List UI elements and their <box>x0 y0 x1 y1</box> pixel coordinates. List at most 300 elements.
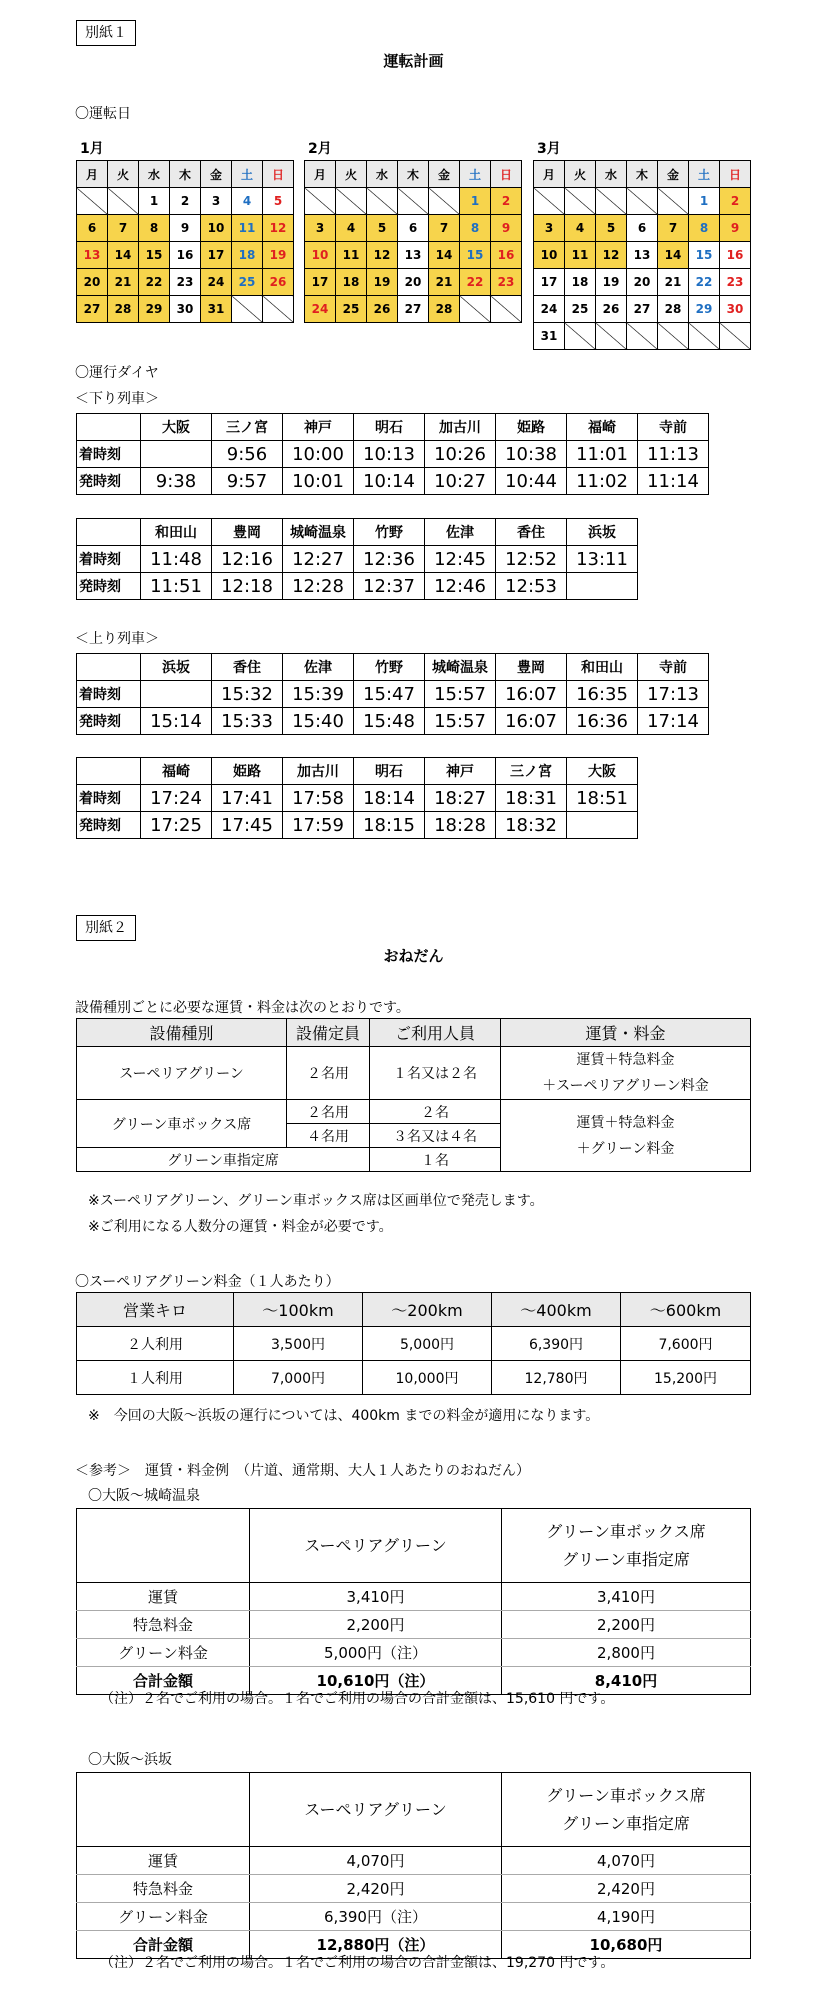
weekday-header: 日 <box>491 161 522 188</box>
calendar-day: 5 <box>367 215 398 242</box>
calendar-day: 28 <box>429 296 460 323</box>
station-name: 豊岡 <box>212 519 283 546</box>
calendar-empty-cell <box>398 188 429 215</box>
calendar-day: 9 <box>170 215 201 242</box>
weekday-header: 土 <box>689 161 720 188</box>
departure-time: 10:01 <box>283 468 354 495</box>
arrival-time: 12:27 <box>283 546 354 573</box>
calendar-january <box>76 160 294 323</box>
departure-time: 17:59 <box>283 812 354 839</box>
arrival-time: 12:45 <box>425 546 496 573</box>
arrival-time: 11:48 <box>141 546 212 573</box>
calendar-day: 29 <box>139 296 170 323</box>
calendar-day: 10 <box>201 215 232 242</box>
page-title: 運転計画 <box>383 52 444 70</box>
calendar-day: 14 <box>429 242 460 269</box>
weekday-header: 木 <box>627 161 658 188</box>
green-box-amount: 3,410円 <box>502 1583 751 1611</box>
calendar-day: 27 <box>627 296 658 323</box>
arrival-time: 11:01 <box>567 441 638 468</box>
calendar-day: 5 <box>263 188 294 215</box>
fare-note-2: ※ご利用になる人数分の運賃・料金が必要です。 <box>88 1219 393 1235</box>
arrival-time: 18:31 <box>496 785 567 812</box>
up-train-heading: ＜上り列車＞ <box>75 631 159 647</box>
calendar-day: 23 <box>170 269 201 296</box>
calendar-empty-cell <box>336 188 367 215</box>
departure-time: 12:37 <box>354 573 425 600</box>
capacity: ２名用 <box>287 1047 370 1100</box>
down-train-heading: ＜下り列車＞ <box>75 391 159 407</box>
departure-time: 15:14 <box>141 708 212 735</box>
departure-time: 17:25 <box>141 812 212 839</box>
column-green-box <box>502 1509 751 1583</box>
calendar-empty-cell <box>565 188 596 215</box>
calendar-day: 23 <box>720 269 751 296</box>
distance-header: ～400km <box>492 1293 621 1327</box>
calendar-day: 13 <box>627 242 658 269</box>
departure-time: 10:44 <box>496 468 567 495</box>
calendar-day: 25 <box>336 296 367 323</box>
station-name: 大阪 <box>141 414 212 441</box>
passengers: １名又は２名 <box>370 1047 501 1100</box>
fare-cell: 10,000円 <box>363 1361 492 1395</box>
arrival-time: 12:52 <box>496 546 567 573</box>
calendar-day: 13 <box>77 242 108 269</box>
weekday-header: 木 <box>398 161 429 188</box>
calendar-day: 3 <box>305 215 336 242</box>
fare-cell: 6,390円 <box>492 1327 621 1361</box>
fare-item-label: 特急料金 <box>77 1875 250 1903</box>
station-name: 姫路 <box>212 758 283 785</box>
calendar-day: 17 <box>534 269 565 296</box>
superior-green-amount: 10,610円（注） <box>250 1667 502 1695</box>
calendar-day: 31 <box>201 296 232 323</box>
calendar-day: 15 <box>139 242 170 269</box>
example-2-heading: 〇大阪～浜坂 <box>88 1752 172 1768</box>
station-name: 明石 <box>354 758 425 785</box>
station-name: 寺前 <box>638 414 709 441</box>
appendix-2-label: 別紙２ <box>76 915 136 941</box>
departure-time: 9:57 <box>212 468 283 495</box>
departure-time: 16:07 <box>496 708 567 735</box>
station-name: 佐津 <box>283 654 354 681</box>
fare-line: ＋スーペリアグリーン料金 <box>542 1078 709 1094</box>
superior-green-amount: 2,200円 <box>250 1611 502 1639</box>
column-label-line: グリーン車ボックス席 <box>546 1785 706 1805</box>
calendar-day: 4 <box>336 215 367 242</box>
station-name: 竹野 <box>354 654 425 681</box>
fare-line: 運賃＋特急料金 <box>576 1114 675 1131</box>
departure-time <box>567 573 638 600</box>
calendar-day: 11 <box>565 242 596 269</box>
example-corner <box>77 1773 250 1847</box>
distance-header: ～600km <box>621 1293 751 1327</box>
calendar-day: 9 <box>491 215 522 242</box>
calendar-day: 19 <box>263 242 294 269</box>
weekday-header: 水 <box>596 161 627 188</box>
departure-time: 17:45 <box>212 812 283 839</box>
station-name: 和田山 <box>567 654 638 681</box>
arrival-time: 10:26 <box>425 441 496 468</box>
arrival-time: 9:56 <box>212 441 283 468</box>
arrival-time: 13:11 <box>567 546 638 573</box>
march-title: 3月 <box>537 141 561 157</box>
timetable-corner <box>77 758 141 785</box>
arrival-time <box>141 681 212 708</box>
calendar-day: 1 <box>139 188 170 215</box>
calendar-day: 22 <box>460 269 491 296</box>
calendar-day: 9 <box>720 215 751 242</box>
calendar-day: 21 <box>429 269 460 296</box>
weekday-header: 水 <box>367 161 398 188</box>
calendar-march <box>533 160 751 350</box>
station-name: 三ノ宮 <box>212 414 283 441</box>
departure-time: 15:57 <box>425 708 496 735</box>
superior-green-note: ※ 今回の大阪～浜坂の運行については、400km までの料金が適用になります。 <box>88 1408 600 1424</box>
column-green-box <box>502 1773 751 1847</box>
calendar-day: 14 <box>108 242 139 269</box>
calendar-empty-cell <box>77 188 108 215</box>
weekday-header: 金 <box>658 161 689 188</box>
station-name: 神戸 <box>425 758 496 785</box>
weekday-header: 金 <box>429 161 460 188</box>
station-name: 福崎 <box>567 414 638 441</box>
calendar-empty-cell <box>689 323 720 350</box>
calendar-day: 5 <box>596 215 627 242</box>
column-label-line: グリーン車ボックス席 <box>546 1521 706 1541</box>
january-title: 1月 <box>80 141 104 157</box>
calendar-day: 20 <box>77 269 108 296</box>
row-label: 着時刻 <box>77 785 141 812</box>
fare-cell: 3,500円 <box>234 1327 363 1361</box>
superior-green-amount: 12,880円（注） <box>250 1931 502 1959</box>
calendar-day: 10 <box>305 242 336 269</box>
departure-time: 15:48 <box>354 708 425 735</box>
distance-header: ～100km <box>234 1293 363 1327</box>
weekday-header: 日 <box>263 161 294 188</box>
calendar-empty-cell <box>596 188 627 215</box>
departure-time: 17:14 <box>638 708 709 735</box>
green-box-amount: 2,420円 <box>502 1875 751 1903</box>
calendar-day: 13 <box>398 242 429 269</box>
arrival-time: 17:24 <box>141 785 212 812</box>
station-name: 佐津 <box>425 519 496 546</box>
arrival-time: 18:51 <box>567 785 638 812</box>
arrival-time: 17:58 <box>283 785 354 812</box>
calendar-day: 25 <box>565 296 596 323</box>
fare-header: 運賃・料金 <box>501 1019 751 1047</box>
row-label: 発時刻 <box>77 708 141 735</box>
calendar-day: 2 <box>491 188 522 215</box>
timetable-corner <box>77 519 141 546</box>
station-name: 浜坂 <box>567 519 638 546</box>
calendar-day: 12 <box>367 242 398 269</box>
superior-green-heading: 〇スーペリアグリーン料金（１人あたり） <box>75 1274 340 1290</box>
calendar-day: 10 <box>534 242 565 269</box>
departure-time: 15:40 <box>283 708 354 735</box>
departure-time: 10:14 <box>354 468 425 495</box>
calendar-empty-cell <box>305 188 336 215</box>
station-name: 三ノ宮 <box>496 758 567 785</box>
calendar-day: 19 <box>596 269 627 296</box>
row-label: 発時刻 <box>77 812 141 839</box>
calendar-empty-cell <box>658 188 689 215</box>
timetable-corner <box>77 414 141 441</box>
operating-days-heading: 〇運転日 <box>75 106 131 122</box>
calendar-day: 7 <box>658 215 689 242</box>
calendar-day: 29 <box>689 296 720 323</box>
departure-time: 12:46 <box>425 573 496 600</box>
station-name: 竹野 <box>354 519 425 546</box>
arrival-time: 10:00 <box>283 441 354 468</box>
fare-item-label: 運賃 <box>77 1583 250 1611</box>
fare-composition <box>501 1047 751 1100</box>
passengers: １名 <box>370 1148 501 1172</box>
fare-header: ご利用人員 <box>370 1019 501 1047</box>
row-label: 着時刻 <box>77 546 141 573</box>
weekday-header: 火 <box>336 161 367 188</box>
green-box-amount: 10,680円 <box>502 1931 751 1959</box>
calendar-day: 7 <box>108 215 139 242</box>
calendar-day: 27 <box>77 296 108 323</box>
fare-example-osaka-kinosaki <box>76 1508 751 1695</box>
calendar-day: 22 <box>689 269 720 296</box>
station-name: 加古川 <box>283 758 354 785</box>
arrival-time: 12:36 <box>354 546 425 573</box>
arrival-time: 18:27 <box>425 785 496 812</box>
equipment-type: スーペリアグリーン <box>77 1047 287 1100</box>
fare-cell: 12,780円 <box>492 1361 621 1395</box>
column-superior-green: スーペリアグリーン <box>250 1509 502 1583</box>
fare-header: 設備定員 <box>287 1019 370 1047</box>
timetable-corner <box>77 654 141 681</box>
passengers: ２名 <box>370 1100 501 1124</box>
calendar-february <box>304 160 522 323</box>
calendar-day: 31 <box>534 323 565 350</box>
row-label: 発時刻 <box>77 468 141 495</box>
station-name: 大阪 <box>567 758 638 785</box>
station-name: 豊岡 <box>496 654 567 681</box>
calendar-day: 17 <box>305 269 336 296</box>
station-name: 香住 <box>212 654 283 681</box>
example-1-note: （注）２名でご利用の場合。１名でご利用の場合の合計金額は、15,610 円です。 <box>100 1691 615 1707</box>
weekday-header: 木 <box>170 161 201 188</box>
calendar-day: 11 <box>336 242 367 269</box>
column-label-line: グリーン車指定席 <box>562 1549 690 1569</box>
green-box-amount: 4,070円 <box>502 1847 751 1875</box>
fare-item-label: グリーン料金 <box>77 1639 250 1667</box>
arrival-time: 11:13 <box>638 441 709 468</box>
calendar-day: 8 <box>139 215 170 242</box>
calendar-day: 6 <box>77 215 108 242</box>
calendar-day: 21 <box>658 269 689 296</box>
arrival-time <box>141 441 212 468</box>
calendar-empty-cell <box>720 323 751 350</box>
calendar-day: 3 <box>534 215 565 242</box>
calendar-day: 22 <box>139 269 170 296</box>
weekday-header: 日 <box>720 161 751 188</box>
calendar-day: 4 <box>232 188 263 215</box>
station-name: 城崎温泉 <box>425 654 496 681</box>
calendar-day: 6 <box>627 215 658 242</box>
station-name: 和田山 <box>141 519 212 546</box>
station-name: 城崎温泉 <box>283 519 354 546</box>
departure-time: 12:28 <box>283 573 354 600</box>
arrival-time: 15:39 <box>283 681 354 708</box>
calendar-day: 15 <box>460 242 491 269</box>
departure-time: 15:33 <box>212 708 283 735</box>
calendar-day: 8 <box>689 215 720 242</box>
station-name: 浜坂 <box>141 654 212 681</box>
timetable-up-1 <box>76 653 709 735</box>
timetable-down-2 <box>76 518 638 600</box>
station-name: 寺前 <box>638 654 709 681</box>
calendar-day: 26 <box>263 269 294 296</box>
arrival-time: 16:35 <box>567 681 638 708</box>
reference-heading: ＜参考＞ 運賃・料金例 （片道、通常期、大人１人あたりのおねだん） <box>75 1463 530 1479</box>
arrival-time: 10:13 <box>354 441 425 468</box>
departure-time: 16:36 <box>567 708 638 735</box>
calendar-day: 24 <box>305 296 336 323</box>
february-title: 2月 <box>308 141 332 157</box>
calendar-day: 8 <box>460 215 491 242</box>
departure-time: 9:38 <box>141 468 212 495</box>
arrival-time: 17:41 <box>212 785 283 812</box>
station-name: 福崎 <box>141 758 212 785</box>
weekday-header: 土 <box>232 161 263 188</box>
departure-time: 11:51 <box>141 573 212 600</box>
calendar-empty-cell <box>658 323 689 350</box>
fare-cell: 5,000円 <box>363 1327 492 1361</box>
weekday-header: 月 <box>77 161 108 188</box>
calendar-day: 18 <box>336 269 367 296</box>
calendar-day: 4 <box>565 215 596 242</box>
departure-time <box>567 812 638 839</box>
calendar-day: 26 <box>367 296 398 323</box>
weekday-header: 月 <box>305 161 336 188</box>
weekday-header: 土 <box>460 161 491 188</box>
calendar-empty-cell <box>491 296 522 323</box>
calendar-empty-cell <box>232 296 263 323</box>
appendix-1-label: 別紙１ <box>76 20 136 46</box>
calendar-day: 12 <box>596 242 627 269</box>
fare-line: 運賃＋特急料金 <box>576 1052 675 1068</box>
calendar-day: 20 <box>398 269 429 296</box>
fare-item-label: 運賃 <box>77 1847 250 1875</box>
calendar-empty-cell <box>534 188 565 215</box>
superior-green-amount: 6,390円（注） <box>250 1903 502 1931</box>
fare-cell: 15,200円 <box>621 1361 751 1395</box>
departure-time: 12:53 <box>496 573 567 600</box>
arrival-time: 12:16 <box>212 546 283 573</box>
calendar-day: 7 <box>429 215 460 242</box>
arrival-time: 17:13 <box>638 681 709 708</box>
weekday-header: 金 <box>201 161 232 188</box>
departure-time: 18:28 <box>425 812 496 839</box>
fare-item-label: グリーン料金 <box>77 1903 250 1931</box>
arrival-time: 15:32 <box>212 681 283 708</box>
arrival-time: 18:14 <box>354 785 425 812</box>
calendar-day: 14 <box>658 242 689 269</box>
example-corner <box>77 1509 250 1583</box>
calendar-day: 18 <box>232 242 263 269</box>
calendar-day: 18 <box>565 269 596 296</box>
calendar-day: 2 <box>170 188 201 215</box>
station-name: 香住 <box>496 519 567 546</box>
calendar-day: 26 <box>596 296 627 323</box>
fare-rules-table <box>76 1018 751 1172</box>
calendar-day: 19 <box>367 269 398 296</box>
weekday-header: 火 <box>565 161 596 188</box>
calendar-empty-cell <box>460 296 491 323</box>
weekday-header: 火 <box>108 161 139 188</box>
fare-header: 設備種別 <box>77 1019 287 1047</box>
arrival-time: 15:57 <box>425 681 496 708</box>
calendar-day: 24 <box>201 269 232 296</box>
calendar-day: 25 <box>232 269 263 296</box>
column-label-line: グリーン車指定席 <box>562 1813 690 1833</box>
fare-item-label: 特急料金 <box>77 1611 250 1639</box>
row-label: 着時刻 <box>77 441 141 468</box>
calendar-day: 28 <box>658 296 689 323</box>
calendar-day: 11 <box>232 215 263 242</box>
departure-time: 12:18 <box>212 573 283 600</box>
calendar-day: 12 <box>263 215 294 242</box>
fares-title: おねだん <box>383 947 444 965</box>
calendar-day: 16 <box>720 242 751 269</box>
example-2-note: （注）２名でご利用の場合。１名でご利用の場合の合計金額は、19,270 円です。 <box>100 1955 615 1971</box>
passengers: ３名又は４名 <box>370 1124 501 1148</box>
calendar-empty-cell <box>596 323 627 350</box>
calendar-empty-cell <box>367 188 398 215</box>
calendar-day: 30 <box>720 296 751 323</box>
distance-header: 営業キロ <box>77 1293 234 1327</box>
column-superior-green: スーペリアグリーン <box>250 1773 502 1847</box>
calendar-day: 17 <box>201 242 232 269</box>
station-name: 明石 <box>354 414 425 441</box>
arrival-time: 10:38 <box>496 441 567 468</box>
weekday-header: 水 <box>139 161 170 188</box>
usage-label: １人利用 <box>77 1361 234 1395</box>
departure-time: 18:32 <box>496 812 567 839</box>
distance-header: ～200km <box>363 1293 492 1327</box>
fare-cell: 7,600円 <box>621 1327 751 1361</box>
calendar-day: 23 <box>491 269 522 296</box>
superior-green-amount: 4,070円 <box>250 1847 502 1875</box>
superior-green-amount: 3,410円 <box>250 1583 502 1611</box>
calendar-empty-cell <box>263 296 294 323</box>
fare-note-1: ※スーペリアグリーン、グリーン車ボックス席は区画単位で発売します。 <box>88 1193 544 1209</box>
timetable-down-1 <box>76 413 709 495</box>
calendar-day: 30 <box>170 296 201 323</box>
superior-green-fare-table <box>76 1292 751 1395</box>
departure-time: 11:14 <box>638 468 709 495</box>
calendar-day: 1 <box>689 188 720 215</box>
calendar-day: 15 <box>689 242 720 269</box>
usage-label: ２人利用 <box>77 1327 234 1361</box>
fare-item-label: 合計金額 <box>77 1667 250 1695</box>
superior-green-amount: 5,000円（注） <box>250 1639 502 1667</box>
calendar-empty-cell <box>108 188 139 215</box>
departure-time: 10:27 <box>425 468 496 495</box>
calendar-day: 20 <box>627 269 658 296</box>
row-label: 発時刻 <box>77 573 141 600</box>
green-box-amount: 2,800円 <box>502 1639 751 1667</box>
timetable-up-2 <box>76 757 638 839</box>
example-1-heading: 〇大阪～城崎温泉 <box>88 1488 200 1504</box>
fare-example-osaka-hamasaka <box>76 1772 751 1959</box>
row-label: 着時刻 <box>77 681 141 708</box>
